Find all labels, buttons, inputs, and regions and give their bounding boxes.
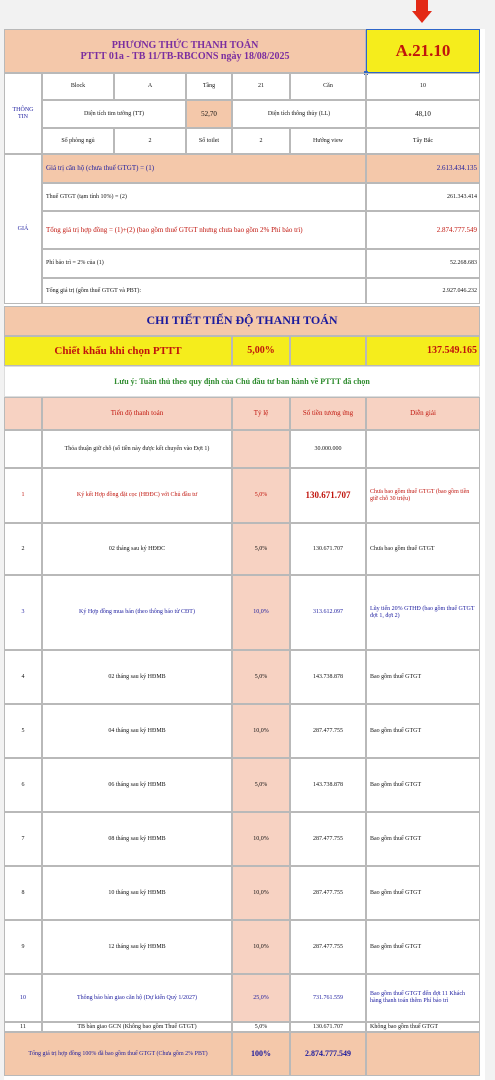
schedule-row-stage: 02 tháng sau ký HĐMB (42, 650, 232, 704)
price-row-value: 52.268.683 (366, 249, 480, 278)
schedule-row-no: 2 (4, 523, 42, 575)
schedule-row-no: 7 (4, 812, 42, 866)
schedule-row-amount: 143.738.878 (290, 650, 366, 704)
area-wall-value: 52,70 (186, 100, 232, 128)
bedrooms-label: Số phòng ngủ (42, 128, 114, 154)
schedule-row-stage: 04 tháng sau ký HĐMB (42, 704, 232, 758)
area-clear-label: Diện tích thông thủy (LL) (232, 100, 366, 128)
schedule-row-note: Bao gồm thuế GTGT (366, 650, 480, 704)
block-label: Block (42, 73, 114, 100)
col-header-note: Diễn giải (366, 397, 480, 430)
schedule-row-stage: TB bàn giao GCN (Không bao gồm Thuế GTGT) (42, 1022, 232, 1032)
header-title (4, 29, 366, 73)
schedule-row-note: Chưa bao gồm thuế GTGT (366, 523, 480, 575)
schedule-row-stage: Ký kết Hợp đồng đặt cọc (HĐĐC) với Chủ đầu tư (42, 468, 232, 523)
unit-label: Căn (290, 73, 366, 100)
col-header-no (4, 397, 42, 430)
price-row-value: 261.343.414 (366, 183, 480, 211)
schedule-row-rate: 5,0% (232, 650, 290, 704)
schedule-row-rate: 5,0% (232, 1022, 290, 1032)
schedule-row-rate: 5,0% (232, 758, 290, 812)
block-value: A (114, 73, 186, 100)
schedule-row-stage: Ký Hợp đồng mua bán (theo thông báo từ CĐT) (42, 575, 232, 650)
schedule-row-no: 10 (4, 974, 42, 1022)
price-row-label: Tổng giá trị hợp đồng = (1)+(2) (bao gồm thuế GTGT nhưng chưa bao gồm 2% Phí bảo trì) (42, 211, 366, 249)
area-clear-value: 48,10 (366, 100, 480, 128)
price-row-label: Phí bảo trì = 2% của (1) (42, 249, 366, 278)
schedule-row-note: Lũy tiến 20% GTHĐ (bao gồm thuế GTGT đợt 1, đợt 2) (366, 575, 480, 650)
schedule-row-rate: 10,0% (232, 575, 290, 650)
schedule-row-no: 3 (4, 575, 42, 650)
wc-label: Số toilet (186, 128, 232, 154)
header-line2: PTTT 01a - TB 11/TB-RBCONS ngày 18/08/2025 (80, 51, 290, 62)
floor-value: 21 (232, 73, 290, 100)
schedule-row-rate: 5,0% (232, 523, 290, 575)
discount-label: Chiết khấu khi chọn PTTT (4, 336, 232, 366)
schedule-row-note: Bao gồm thuế GTGT đến đợt 11 Khách hàng thanh toán thêm Phí bảo trì (366, 974, 480, 1022)
price-row-value: 2.613.434.135 (366, 154, 480, 183)
red-arrow-icon (412, 0, 432, 24)
price-row-label: Tổng giá trị (gồm thuế GTGT và PBT): (42, 278, 366, 304)
schedule-row-stage: 06 tháng sau ký HĐMB (42, 758, 232, 812)
total-amount: 2.874.777.549 (290, 1032, 366, 1076)
floor-label: Tầng (186, 73, 232, 100)
wc-value: 2 (232, 128, 290, 154)
col-header-rate: Tỷ lệ (232, 397, 290, 430)
schedule-row-no: 11 (4, 1022, 42, 1032)
schedule-row-amount: 287.477.755 (290, 812, 366, 866)
price-row-value: 2.874.777.549 (366, 211, 480, 249)
schedule-row-no: 6 (4, 758, 42, 812)
deposit-no (4, 430, 42, 468)
schedule-row-amount: 313.612.097 (290, 575, 366, 650)
deposit-note (366, 430, 480, 468)
deposit-label: Thỏa thuận giữ chỗ (số tiền này được kết chuyển vào Đợt 1) (42, 430, 232, 468)
schedule-row-note: Bao gồm thuế GTGT (366, 920, 480, 974)
view-label: Hướng view (290, 128, 366, 154)
area-wall-label: Diện tích tim tường (TT) (42, 100, 186, 128)
schedule-row-rate: 10,0% (232, 704, 290, 758)
schedule-row-note: Bao gồm thuế GTGT (366, 704, 480, 758)
schedule-row-stage: 02 tháng sau ký HĐĐC (42, 523, 232, 575)
schedule-row-amount: 287.477.755 (290, 920, 366, 974)
price-section-label: GIÁ (4, 154, 42, 304)
schedule-row-no: 5 (4, 704, 42, 758)
schedule-row-stage: Thông báo bàn giao căn hộ (Dự kiến Quý 1/2027) (42, 974, 232, 1022)
bedrooms-value: 2 (114, 128, 186, 154)
price-row-label: Giá trị căn hộ (chưa thuế GTGT) = (1) (42, 154, 366, 183)
schedule-row-rate: 10,0% (232, 812, 290, 866)
schedule-row-no: 1 (4, 468, 42, 523)
schedule-row-rate: 10,0% (232, 920, 290, 974)
unit-code-cell[interactable]: A.21.10 (366, 29, 480, 73)
schedule-row-stage: 08 tháng sau ký HĐMB (42, 812, 232, 866)
schedule-row-amount: 287.477.755 (290, 866, 366, 920)
total-rate: 100% (232, 1032, 290, 1076)
schedule-row-no: 8 (4, 866, 42, 920)
unit-value: 10 (366, 73, 480, 100)
schedule-row-amount: 731.761.559 (290, 974, 366, 1022)
schedule-row-rate: 10,0% (232, 866, 290, 920)
schedule-row-amount: 130.671.707 (290, 1022, 366, 1032)
price-row-value: 2.927.046.232 (366, 278, 480, 304)
schedule-row-amount: 130.671.707 (290, 468, 366, 523)
col-header-stage: Tiến độ thanh toán (42, 397, 232, 430)
schedule-row-no: 9 (4, 920, 42, 974)
schedule-title: CHI TIẾT TIẾN ĐỘ THANH TOÁN (4, 306, 480, 336)
schedule-row-note: Không bao gồm thuế GTGT (366, 1022, 480, 1032)
discount-spacer (290, 336, 366, 366)
total-label: Tổng giá trị hợp đồng 100% đã bao gồm thuế GTGT (Chưa gồm 2% PBT) (4, 1032, 232, 1076)
schedule-row-amount: 287.477.755 (290, 704, 366, 758)
schedule-row-rate: 25,0% (232, 974, 290, 1022)
schedule-row-stage: 10 tháng sau ký HĐMB (42, 866, 232, 920)
info-section-label: THÔNG TIN (4, 73, 42, 154)
price-row-label: Thuế GTGT (tạm tính 10%) = (2) (42, 183, 366, 211)
view-value: Tây Bắc (366, 128, 480, 154)
schedule-row-note: Chưa bao gồm thuế GTGT (bao gồm tiền giữ chỗ 30 triệu) (366, 468, 480, 523)
schedule-row-stage: 12 tháng sau ký HĐMB (42, 920, 232, 974)
schedule-row-no: 4 (4, 650, 42, 704)
total-note (366, 1032, 480, 1076)
schedule-row-rate: 5,0% (232, 468, 290, 523)
header-line1: PHƯƠNG THỨC THANH TOÁN (111, 39, 259, 51)
deposit-amount: 30.000.000 (290, 430, 366, 468)
discount-rate: 5,00% (232, 336, 290, 366)
schedule-row-note: Bao gồm thuế GTGT (366, 866, 480, 920)
schedule-row-note: Bao gồm thuế GTGT (366, 812, 480, 866)
col-header-amount: Số tiền tương ứng (290, 397, 366, 430)
discount-value: 137.549.165 (366, 336, 480, 366)
schedule-row-amount: 143.738.878 (290, 758, 366, 812)
payment-sheet (4, 29, 485, 1080)
schedule-row-amount: 130.671.707 (290, 523, 366, 575)
deposit-rate (232, 430, 290, 468)
schedule-row-note: Bao gồm thuế GTGT (366, 758, 480, 812)
note-text: Lưu ý: Tuân thủ theo quy định của Chủ đầu tư ban hành về PTTT đã chọn (4, 366, 480, 397)
